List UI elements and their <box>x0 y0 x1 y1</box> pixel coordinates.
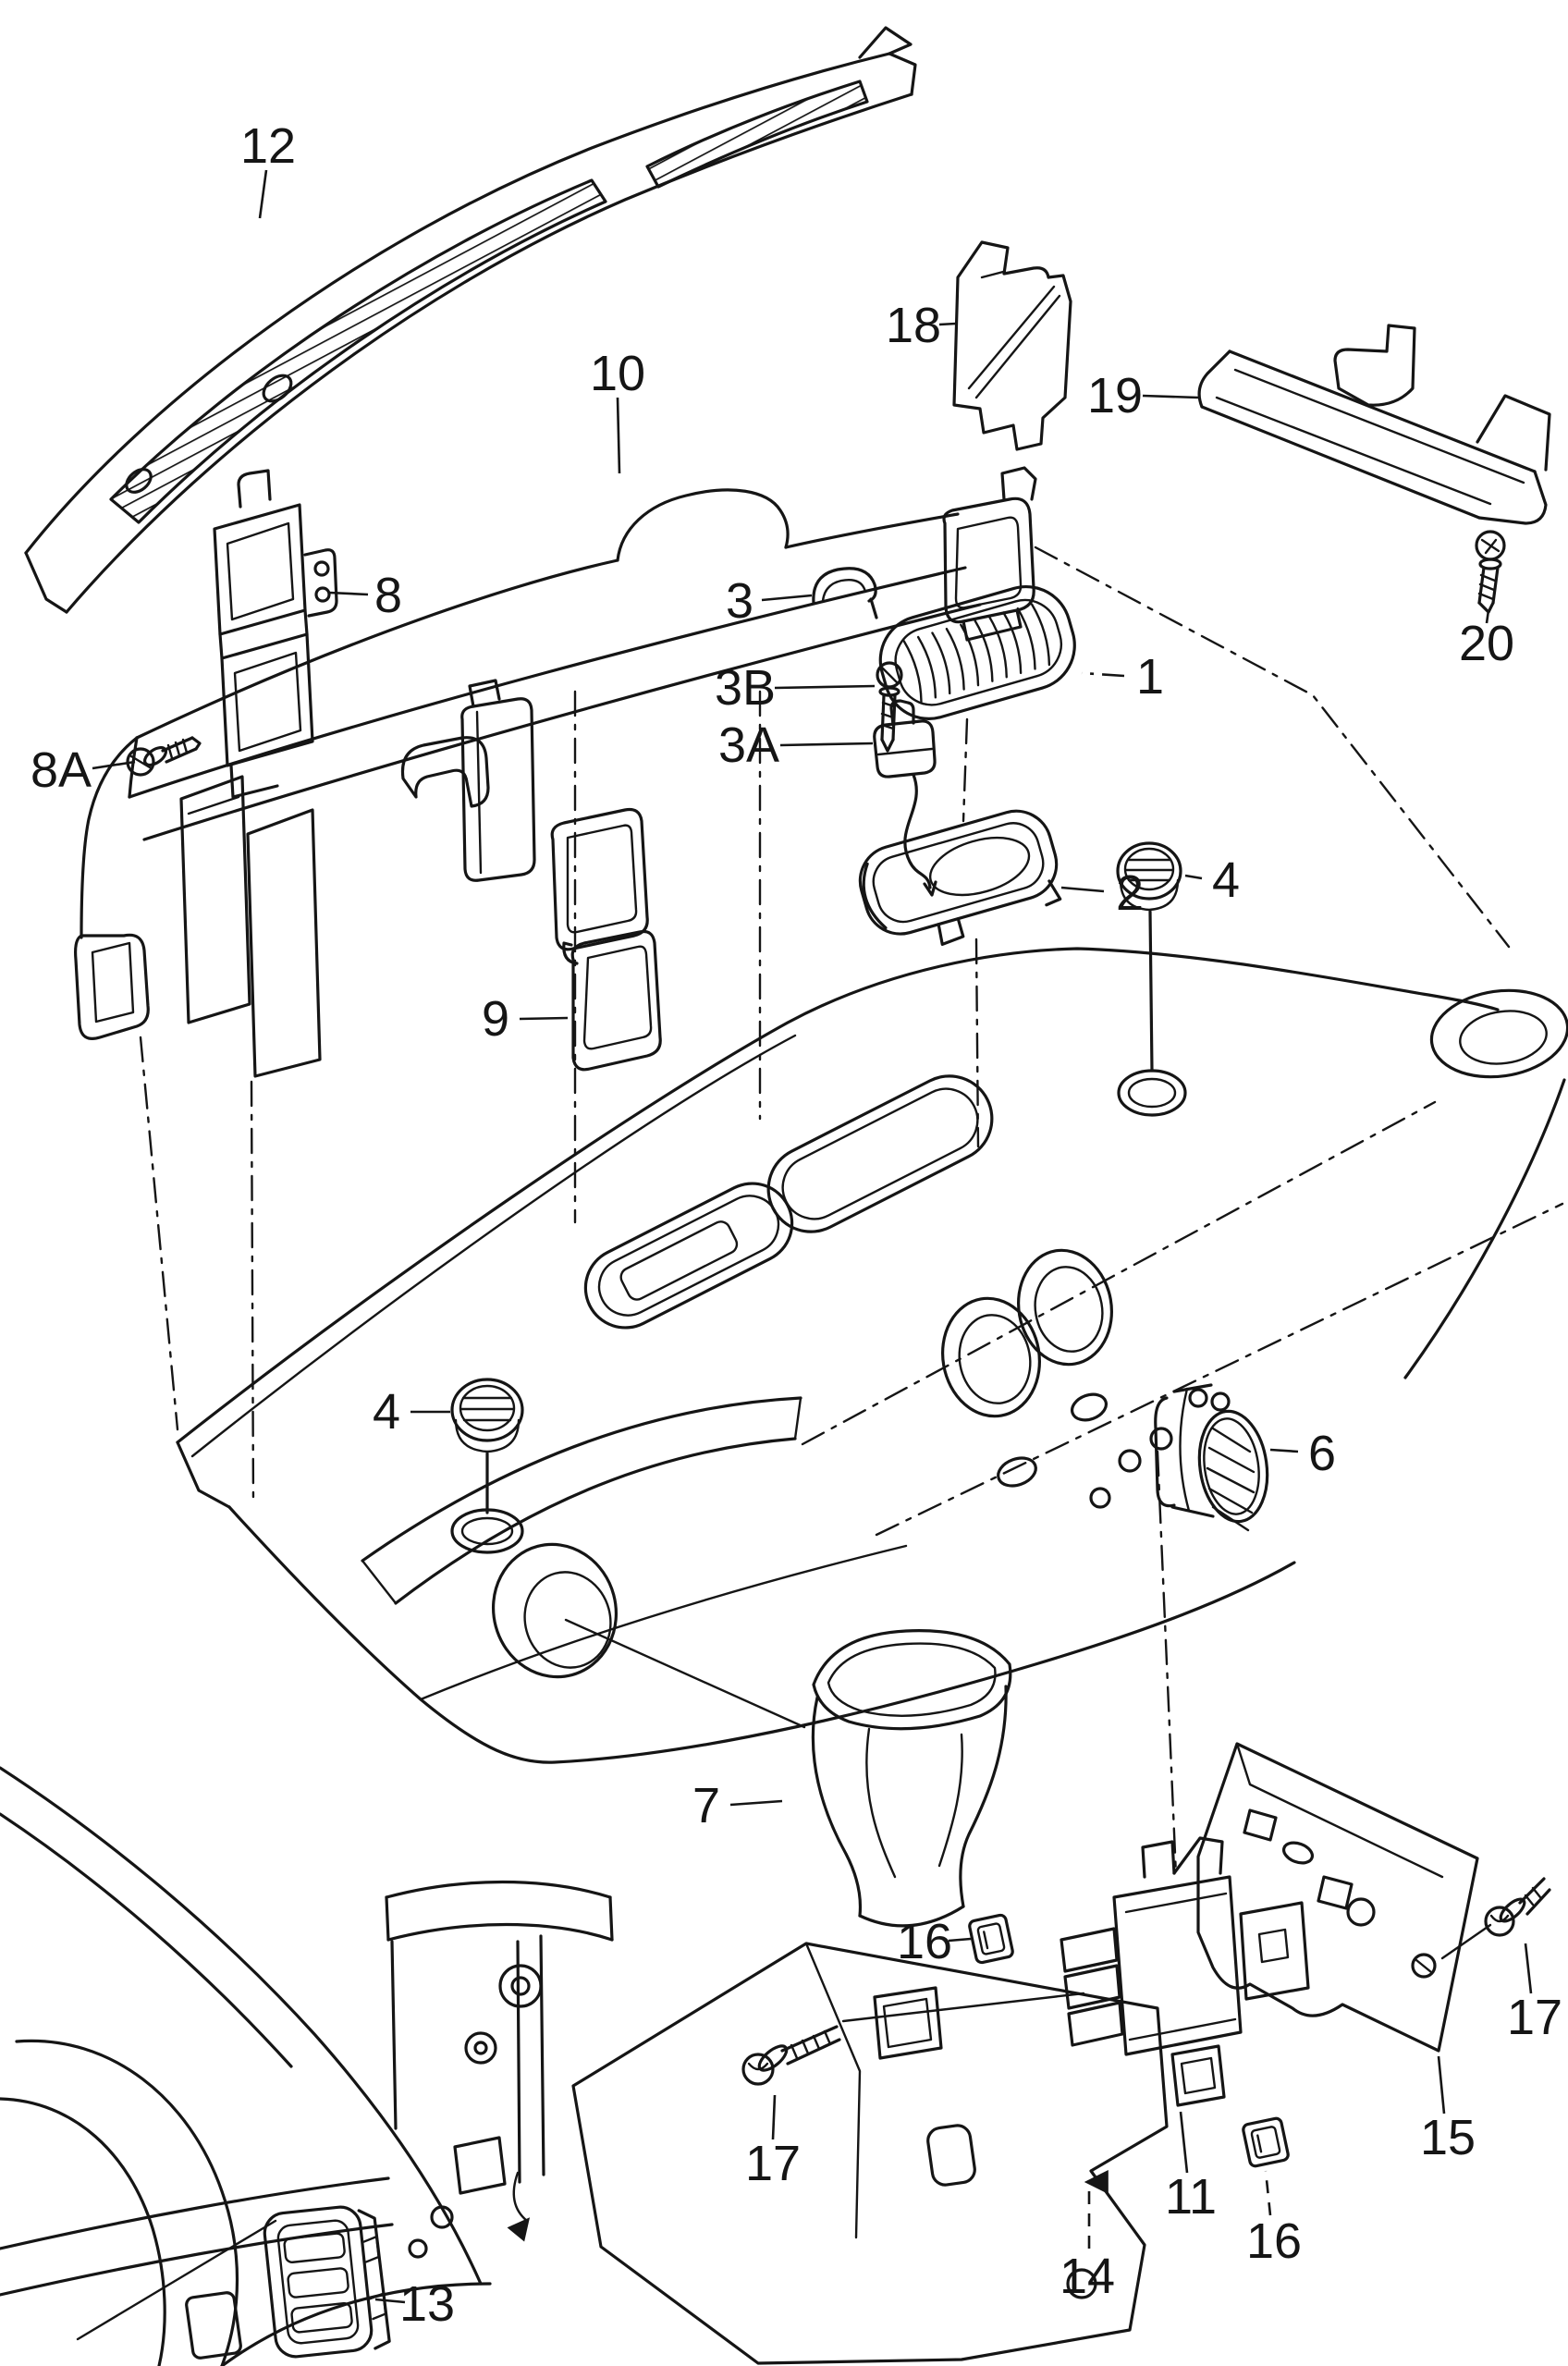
screw-8a-drawing <box>128 738 200 775</box>
callout-19-5-label: 19 <box>1086 368 1144 423</box>
part-8-bracket-drawing <box>214 471 337 797</box>
callout-14-23-label: 14 <box>1059 2249 1116 2304</box>
callout-9-14-label: 9 <box>481 991 510 1047</box>
callout-17-21-leader <box>1525 1943 1531 1993</box>
callout-3B-8-label: 3B <box>714 660 777 716</box>
callout-3A-9-label: 3A <box>717 717 780 773</box>
callout-12-0-label: 12 <box>239 118 297 174</box>
callout-16-17-label: 16 <box>896 1914 953 1969</box>
part-1-grille-drawing <box>870 576 1085 729</box>
callout-1-10-leader <box>1082 673 1124 676</box>
callout-16-19-label: 16 <box>1245 2213 1303 2269</box>
callout-7-16-label: 7 <box>692 1778 721 1833</box>
callout-18-4-leader <box>939 324 956 325</box>
alignment-lines <box>141 547 1562 1875</box>
part-6-side-vent-drawing <box>1156 1385 1274 1530</box>
callout-11-18-label: 11 <box>1164 2169 1218 2225</box>
callout-8A-3-label: 8A <box>30 742 92 798</box>
callout-18-4-label: 18 <box>885 298 942 353</box>
dashboard-body-drawing <box>178 949 1568 1762</box>
screw-17-left-drawing <box>743 1993 1084 2084</box>
callout-1-10-label: 1 <box>1135 649 1165 705</box>
part-10-main-duct-drawing <box>76 468 1035 1076</box>
callout-4-12-label: 4 <box>1211 852 1241 908</box>
part-3-cap-drawing <box>814 569 876 618</box>
callout-9-14-leader <box>520 1018 568 1019</box>
callout-15-20-label: 15 <box>1419 2110 1476 2165</box>
clip-16-upper-drawing <box>969 1914 1014 1963</box>
callout-17-22-label: 17 <box>744 2136 802 2191</box>
callout-4-12-leader <box>1185 876 1202 878</box>
callout-2-11-label: 2 <box>1115 865 1145 921</box>
callout-3B-8-leader <box>775 686 875 688</box>
callout-3A-9-leader <box>780 743 873 745</box>
callout-12-0-leader <box>260 170 266 218</box>
callout-8-2-label: 8 <box>374 568 403 623</box>
screw-20-drawing <box>1476 532 1504 612</box>
callout-7-16-leader <box>730 1801 782 1805</box>
callout-3-7-label: 3 <box>725 573 754 629</box>
screw-17-right-drawing <box>1442 1879 1550 1958</box>
part-19-tray-drawing <box>1199 325 1550 523</box>
callout-19-5-leader <box>1143 396 1198 398</box>
callout-17-21-label: 17 <box>1506 1990 1563 2045</box>
car-body-structure-drawing <box>0 1768 612 2366</box>
part-18-cover-plate-drawing <box>954 242 1071 449</box>
callout-10-1-leader <box>618 398 619 473</box>
callout-4-13-label: 4 <box>372 1384 401 1440</box>
part-2-frame-drawing <box>851 803 1070 962</box>
callouts-layer <box>31 118 1562 2332</box>
part-11-bracket-drawing <box>1061 1838 1308 2105</box>
part-12-cowl-trim-drawing <box>26 28 915 612</box>
callout-11-18-leader <box>1181 2112 1187 2173</box>
callout-2-11-leader <box>1061 888 1104 891</box>
callout-15-20-leader <box>1439 2056 1444 2114</box>
callout-13-24-label: 13 <box>398 2276 456 2332</box>
callout-3-7-leader <box>762 595 812 600</box>
callout-6-15-leader <box>1270 1450 1298 1452</box>
part-7-footwell-duct-drawing <box>813 1631 1010 1926</box>
clip-16-lower-drawing <box>1243 2117 1290 2167</box>
callout-10-1-label: 10 <box>589 346 646 401</box>
callout-16-19-leader <box>1266 2171 1270 2215</box>
callout-6-15-label: 6 <box>1307 1426 1337 1481</box>
callout-20-6-label: 20 <box>1458 616 1515 671</box>
callout-17-22-leader <box>773 2095 775 2139</box>
